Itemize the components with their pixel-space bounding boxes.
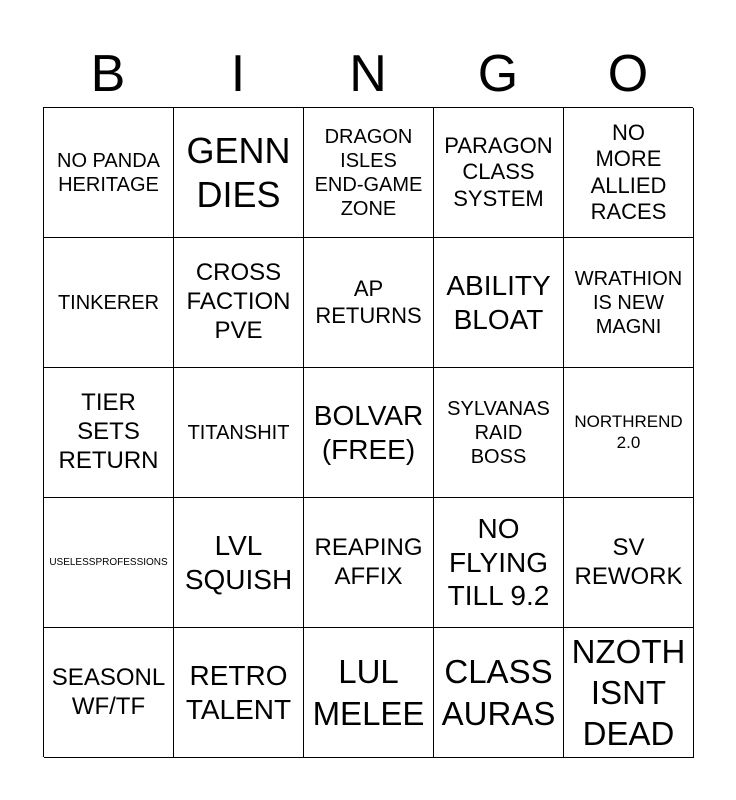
bingo-cell[interactable] — [434, 238, 564, 368]
header-letter-o: O — [607, 45, 649, 103]
cell-text: BOLVAR (FREE) — [313, 399, 424, 465]
bingo-cell[interactable] — [434, 368, 564, 498]
header-letter-g: G — [477, 45, 519, 103]
cell-text: NZOTH ISNT DEAD — [571, 632, 686, 753]
cell-text: CLASS AURAS — [441, 653, 556, 732]
cell-text: LUL MELEE — [312, 653, 425, 732]
bingo-cell[interactable] — [174, 498, 304, 628]
bingo-board — [43, 107, 693, 757]
cell-text: LVL SQUISH — [184, 529, 293, 595]
cell-text: TINKERER — [57, 291, 160, 314]
header-letter-n: N — [349, 45, 387, 103]
cell-text: ABILITY BLOAT — [446, 269, 551, 335]
bingo-cell[interactable] — [304, 238, 434, 368]
bingo-cell[interactable] — [174, 108, 304, 238]
cell-text: SV REWORK — [574, 533, 683, 590]
bingo-cell[interactable] — [44, 628, 174, 758]
cell-text: AP RETURNS — [315, 276, 422, 328]
bingo-cell[interactable] — [44, 368, 174, 498]
cell-text: NO PANDA HERITAGE — [57, 149, 160, 196]
bingo-cell[interactable] — [564, 238, 694, 368]
cell-text: NO FLYING TILL 9.2 — [447, 513, 550, 612]
bingo-cell[interactable] — [564, 628, 694, 758]
bingo-cell[interactable] — [174, 238, 304, 368]
cell-text: RETRO TALENT — [185, 659, 292, 725]
bingo-cell[interactable] — [564, 368, 694, 498]
cell-text: PARAGON CLASS SYSTEM — [444, 132, 553, 211]
bingo-cell[interactable] — [304, 628, 434, 758]
cell-text: WRATHION IS NEW MAGNI — [574, 267, 683, 338]
cell-text: TIER SETS RETURN — [58, 389, 159, 474]
bingo-cell[interactable] — [434, 108, 564, 238]
bingo-cell[interactable] — [564, 108, 694, 238]
bingo-cell[interactable] — [434, 498, 564, 628]
bingo-cell[interactable] — [434, 628, 564, 758]
bingo-header — [43, 44, 693, 104]
cell-text: NO MORE ALLIED RACES — [590, 119, 667, 224]
bingo-cell[interactable] — [44, 108, 174, 238]
bingo-cell[interactable] — [174, 628, 304, 758]
bingo-cell[interactable] — [304, 368, 434, 498]
cell-text: REAPING AFFIX — [314, 533, 423, 590]
bingo-cell[interactable] — [304, 108, 434, 238]
bingo-cell[interactable] — [564, 498, 694, 628]
cell-text: GENN DIES — [186, 130, 291, 215]
bingo-cell[interactable] — [304, 498, 434, 628]
bingo-cell[interactable] — [174, 368, 304, 498]
header-letter-i: I — [230, 45, 246, 103]
cell-text: SYLVANAS RAID BOSS — [447, 397, 550, 468]
bingo-cell[interactable] — [44, 238, 174, 368]
cell-text: CROSS FACTION PVE — [186, 259, 291, 344]
header-letter-b: B — [90, 45, 126, 103]
cell-text: USELESSPROFESSIONS — [49, 556, 168, 568]
cell-text: NORTHREND 2.0 — [574, 412, 683, 452]
cell-text: SEASONL WF/TF — [51, 663, 166, 720]
bingo-cell[interactable] — [44, 498, 174, 628]
cell-text: DRAGON ISLES END-GAME ZONE — [314, 125, 423, 220]
cell-text: TITANSHIT — [187, 421, 290, 444]
